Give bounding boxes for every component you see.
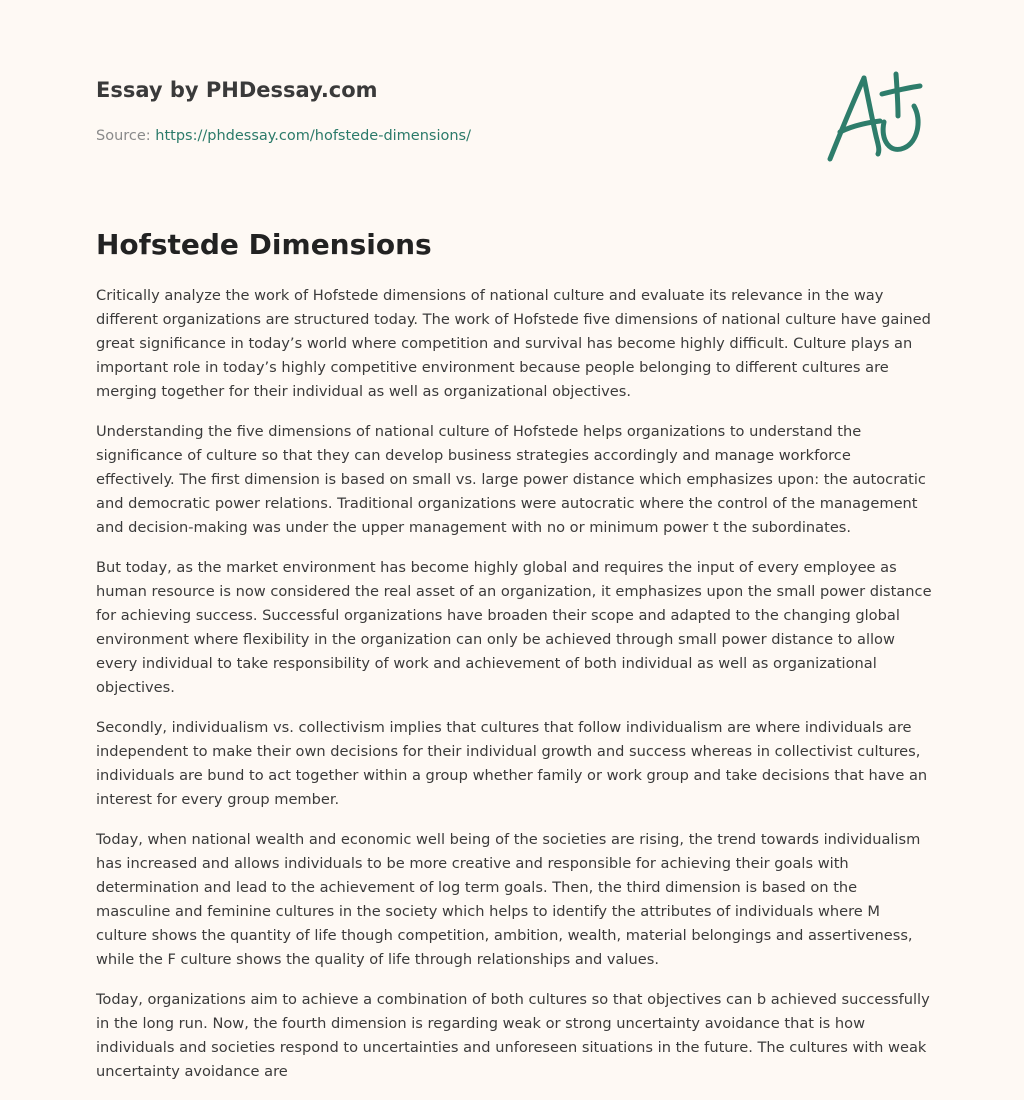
- source-link[interactable]: https://phdessay.com/hofstede-dimensions/: [155, 128, 471, 144]
- essay-paragraph: Today, when national wealth and economic well being of the societies are rising, the trend towards individualism has increased and allows individuals to be more creative and responsible for achieving their goals with determination and lead to the achievement of log term goals. Then, the third dimension is based on the masculine and feminine cultures in the society which helps to identify the attributes of individuals where M culture shows the quantity of life though competition, ambition, wealth, material belongings and assertiveness, while the F culture shows the quality of life through relationships and values.: [96, 831, 921, 968]
- essay-header: [96, 76, 796, 146]
- essay-title: Hofstede Dimensions: [96, 228, 432, 261]
- source-label: Source:: [96, 128, 156, 144]
- essay-paragraph: Critically analyze the work of Hofstede dimensions of national culture and evaluate its relevance in the way different organizations are structured today. The work of Hofstede five dimensions of national culture have gained great significance in today’s world where competition and survival has become highly difficult. Culture plays an important role in today’s highly competitive environment because people belonging to different cultures are merging together for their individual as well as organizational objectives.: [96, 287, 931, 400]
- source-line: [96, 126, 796, 146]
- essay-paragraph: But today, as the market environment has become highly global and requires the input of every employee as human resource is now considered the real asset of an organization, it emphasizes upon the small power distance for achieving success. Successful organizations have broaden their scope and adapted to the changing global environment where flexibility in the organization can only be achieved through small power distance to allow every individual to take responsibility of work and achievement of both individual as well as organizational objectives.: [96, 559, 932, 696]
- essay-paragraph: Understanding the five dimensions of national culture of Hofstede helps organizations to understand the significance of culture so that they can develop business strategies accordingly and manage workforce effectively. The first dimension is based on small vs. large power distance which emphasizes upon: the autocratic and democratic power relations. Traditional organizations were autocratic where the control of the management and decision-making was under the upper management with no or minimum power t the subordinates.: [96, 423, 926, 536]
- essay-paragraph: Today, organizations aim to achieve a combination of both cultures so that objectives can b achieved successfully in the long run. Now, the fourth dimension is regarding weak or strong uncertainty avoidance that is how individuals and societies respond to uncertainties and unforeseen situations in the future. The cultures with weak uncertainty avoidance are: [96, 991, 930, 1080]
- essay-paragraph: Secondly, individualism vs. collectivism implies that cultures that follow individualism are where individuals are independent to make their own decisions for their individual growth and success whereas in collectivist cultures, individuals are bund to act together within a group whether family or work group and take decisions that have an interest for every group member.: [96, 719, 928, 808]
- a-plus-logo-icon: [818, 66, 934, 166]
- brand-title: Essay by PHDessay.com: [96, 78, 378, 102]
- essay-body: [96, 284, 932, 1100]
